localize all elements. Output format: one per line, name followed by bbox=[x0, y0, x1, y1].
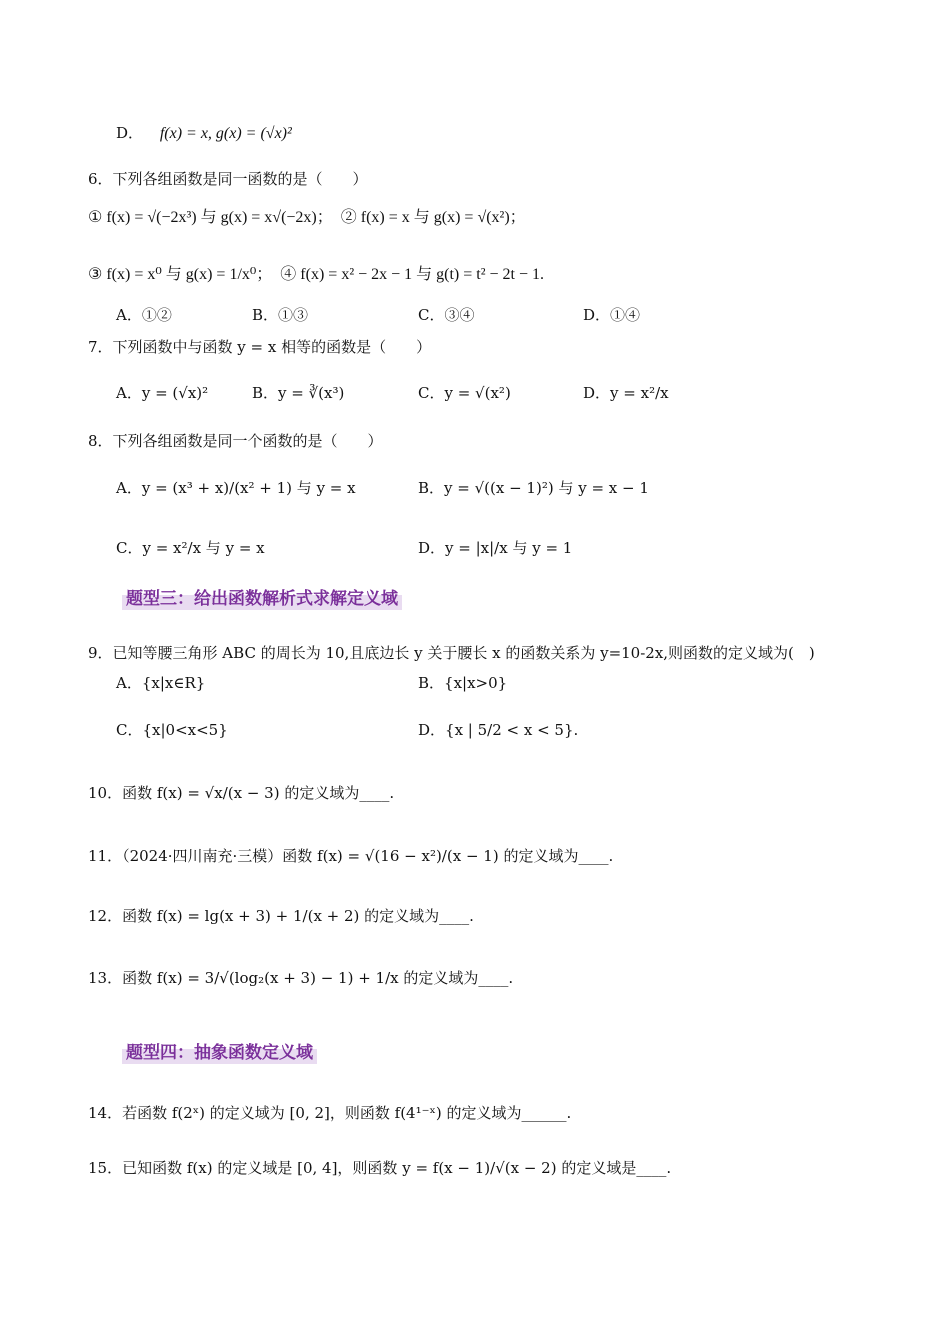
q7-option-b: B．y = ∛(x³) bbox=[252, 384, 345, 402]
q8-option-a: A．y = (x³ + x)/(x² + 1) 与 y = x bbox=[116, 479, 356, 497]
q6-row1: ① f(x) = √(−2x³) 与 g(x) = x√(−2x)； ② f(x) = x 与 g(x) = √(x²)； bbox=[88, 209, 526, 226]
q9-option-d: D．{x | 5/2 < x < 5}. bbox=[418, 721, 579, 739]
q15: 15．已知函数 f(x) 的定义域是 [0, 4]，则函数 y = f(x − 1)/√(x − 2) 的定义域是____. bbox=[88, 1159, 672, 1177]
section-heading-type3: 题型三：给出函数解析式求解定义域 bbox=[122, 583, 402, 610]
q12: 12．函数 f(x) = lg(x + 3) + 1/(x + 2) 的定义域为____. bbox=[88, 907, 474, 925]
q10: 10．函数 f(x) = √x/(x − 3) 的定义域为____. bbox=[88, 784, 395, 802]
section-heading-type4: 题型四：抽象函数定义域 bbox=[122, 1037, 317, 1064]
q6-stem: 6．下列各组函数是同一函数的是（ ） bbox=[88, 170, 368, 188]
q6-option-a: A．①② bbox=[116, 306, 172, 324]
q11: 11．（2024·四川南充·三模）函数 f(x) = √(16 − x²)/(x − 1) 的定义域为____. bbox=[88, 847, 614, 865]
q7-option-a: A．y = (√x)² bbox=[116, 384, 209, 402]
q14: 14．若函数 f(2ˣ) 的定义域为 [0, 2]，则函数 f(4¹⁻ˣ) 的定义域为______. bbox=[88, 1104, 572, 1122]
q9-option-c: C．{x|0<x<5} bbox=[116, 721, 228, 739]
q7-option-c: C．y = √(x²) bbox=[418, 384, 511, 402]
q7-option-d: D．y = x²/x bbox=[583, 384, 669, 402]
q8-option-c: C．y = x²/x 与 y = x bbox=[116, 539, 265, 557]
q8-stem: 8．下列各组函数是同一个函数的是（ ） bbox=[88, 432, 383, 450]
q6-option-d: D．①④ bbox=[583, 306, 641, 324]
q5-option-d: D． f(x) = x, g(x) = (√x)² bbox=[116, 124, 292, 142]
q6-row2: ③ f(x) = x⁰ 与 g(x) = 1/x⁰； ④ f(x) = x² − 2x − 1 与 g(t) = t² − 2t − 1. bbox=[88, 266, 545, 283]
q6-option-b: B．①③ bbox=[252, 306, 309, 324]
q6-option-c: C．③④ bbox=[418, 306, 475, 324]
q8-option-d: D．y = |x|/x 与 y = 1 bbox=[418, 539, 573, 557]
q7-stem: 7．下列函数中与函数 y = x 相等的函数是（ ） bbox=[88, 338, 432, 356]
q9-stem: 9．已知等腰三角形 ABC 的周长为 10,且底边长 y 关于腰长 x 的函数关系为 y=10-2x,则函数的定义域为( ) bbox=[88, 644, 815, 662]
q9-option-b: B．{x|x>0} bbox=[418, 674, 508, 692]
q13: 13．函数 f(x) = 3/√(log₂(x + 3) − 1) + 1/x 的定义域为____. bbox=[88, 969, 514, 987]
q9-option-a: A．{x|x∈R} bbox=[116, 674, 206, 692]
q8-option-b: B．y = √((x − 1)²) 与 y = x − 1 bbox=[418, 479, 649, 497]
q5-option-d-expr: f(x) = x, g(x) = (√x)² bbox=[159, 125, 292, 142]
